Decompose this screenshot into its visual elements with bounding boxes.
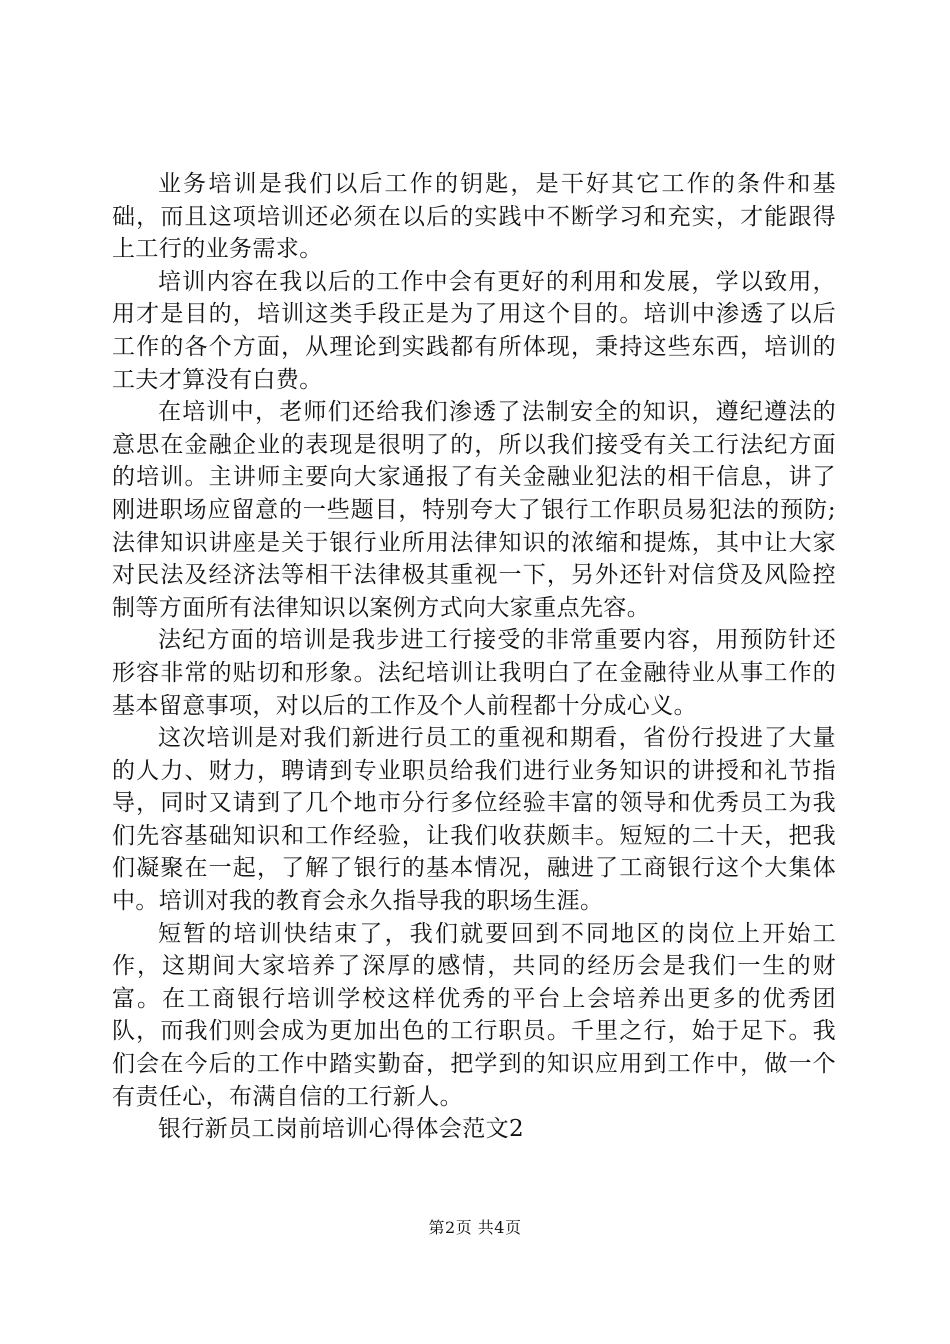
paragraph-2: 培训内容在我以后的工作中会有更好的利用和发展，学以致用，用才是目的，培训这类手段正是为了用这个目的。培训中渗透了以后工作的各个方面，从理论到实践都有所体现，秉持这些东西，培训的工夫才算没有白费。	[112, 268, 836, 393]
paragraph-4: 法纪方面的培训是我步进工行接受的非常重要内容，用预防针还形容非常的贴切和形象。法纪培训让我明白了在金融待业从事工作的基本留意事项，对以后的工作及个人前程都十分成心义。	[112, 627, 836, 719]
paragraph-1: 业务培训是我们以后工作的钥匙，是干好其它工作的条件和基础，而且这项培训还必须在以后的实践中不断学习和充实，才能跟得上工行的业务需求。	[112, 171, 836, 263]
document-body	[112, 168, 836, 1146]
page-footer	[0, 1218, 950, 1238]
paragraph-5: 这次培训是对我们新进行员工的重视和期看，省份行投进了大量的人力、财力，聘请到专业职员给我们进行业务知识的讲授和礼节指导，同时又请到了几个地市分行多位经验丰富的领导和优秀员工为我们先容基础知识和工作经验，让我们收获颇丰。短短的二十天，把我们凝聚在一起，了解了银行的基本情况，融进了工商银行这个大集体中。培训对我的教育会永久指导我的职场生涯。	[112, 725, 836, 915]
section-heading: 银行新员工岗前培训心得体会范文2	[158, 1116, 525, 1143]
paragraph-6: 短暂的培训快结束了，我们就要回到不同地区的岗位上开始工作，这期间大家培养了深厚的感情，共同的经历会是我们一生的财富。在工商银行培训学校这样优秀的平台上会培养出更多的优秀团队，而我们则会成为更加出色的工行职员。千里之行，始于足下。我们会在今后的工作中踏实勤奋，把学到的知识应用到工作中，做一个有责任心，布满自信的工行新人。	[112, 920, 836, 1110]
page-number: 第2页 共4页	[428, 1218, 522, 1237]
paragraph-3: 在培训中，老师们还给我们渗透了法制安全的知识，遵纪遵法的意思在金融企业的表现是很明了的，所以我们接受有关工行法纪方面的培训。主讲师主要向大家通报了有关金融业犯法的相干信息，讲了刚进职场应留意的一些题目，特别夸大了银行工作职员易犯法的预防;法律知识讲座是关于银行业所用法律知识的浓缩和提炼，其中让大家对民法及经济法等相干法律极其重视一下，另外还针对信贷及风险控制等方面所有法律知识以案例方式向大家重点先容。	[112, 399, 836, 621]
